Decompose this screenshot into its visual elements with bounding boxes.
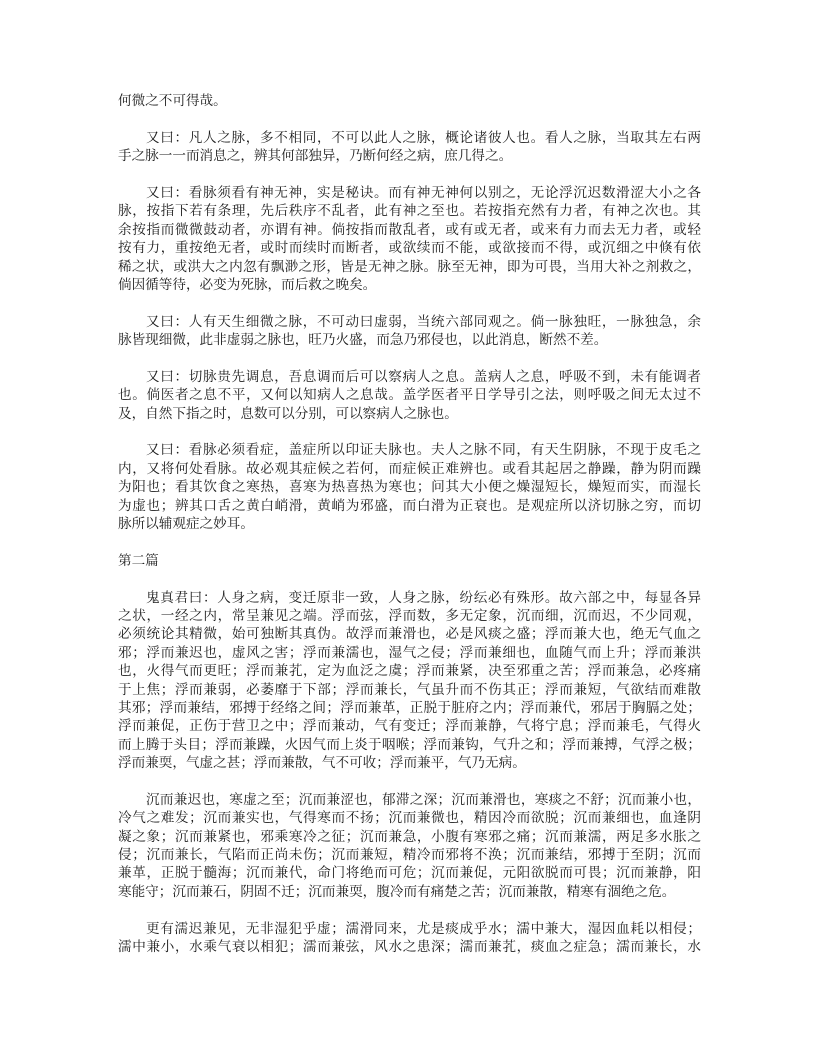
paragraph	[118, 368, 701, 423]
text-line: 冷气之难发；沉而兼实也，气得寒而不扬；沉而兼微也，精因冷而欲脱；沉而兼细也，血逢阴	[118, 810, 701, 827]
text-line: 又曰：看脉必须看症，盖症所以印证夫脉也。夫人之脉不同，有天生阴脉，不现于皮毛之	[146, 442, 701, 459]
text-line: 侵；沉而兼长，气陷而正尚未伤；沉而兼短，精冷而邪将不涣；沉而兼结，邪搏于至阴；沉而	[118, 847, 701, 864]
text-line: 更有濡迟兼见，无非湿犯乎虚；濡滑同来，尤是痰成乎水；濡中兼大，湿因血耗以相侵；	[146, 920, 701, 937]
section-one	[118, 92, 701, 533]
text-line: 又曰：看脉须看有神无神，实是秘诀。而有神无神何以别之，无论浮沉迟数滑涩大小之各	[146, 184, 701, 201]
text-line: 鬼真君曰：人身之病，变迁原非一致，人身之脉，纷纭必有殊形。故六部之中，每显各异	[146, 589, 701, 606]
text-line: 浮而兼耎，气虚之甚；浮而兼散，气不可收；浮而兼平，气乃无病。	[118, 755, 526, 772]
text-line: 其邪；浮而兼结，邪搏于经络之间；浮而兼革，正脱于脏府之内；浮而兼代，邪居于胸膈之处；	[118, 699, 701, 716]
text-line: 余按指而微微鼓动者，亦谓有神。倘按指而散乱者，或有或无者，或来有力而去无力者，或轻	[118, 221, 701, 238]
paragraph	[118, 129, 701, 166]
text-line: 脉，按指下若有条理，先后秩序不乱者，此有神之至也。若按指充然有力者，有神之次也。其	[118, 203, 701, 220]
text-line: 又曰：凡人之脉，多不相同，不可以此人之脉，概论诸彼人也。看人之脉，当取其左右两	[146, 129, 701, 146]
text-line: 沉而兼迟也，寒虚之至；沉而兼涩也，郁滞之深；沉而兼滑也，寒痰之不舒；沉而兼小也，	[146, 791, 701, 808]
text-line: 内，又将何处看脉。故必观其症候之若何，而症候正难辨也。或看其起居之静躁，静为阴而躁	[118, 460, 701, 477]
paragraph	[118, 920, 701, 957]
section-two	[118, 589, 701, 957]
text-line: 寒能守；沉而兼石，阴固不迁；沉而兼耎，腹冷而有痛楚之苦；沉而兼散，精寒有涸绝之危。	[118, 883, 676, 900]
text-line: 为阳也；看其饮食之寒热，喜寒为热喜热为寒也；问其大小便之燥湿短长，燥短而实，而湿长	[118, 479, 701, 496]
paragraph	[118, 184, 701, 294]
paragraph	[118, 791, 701, 901]
paragraph	[118, 441, 701, 533]
text-line: 按有力，重按绝无者，或时而续时而断者，或欲续而不能，或欲接而不得，或沉细之中倏有依	[118, 240, 701, 257]
text-line: 邪；浮而兼迟也，虚风之害；浮而兼濡也，湿气之侵；浮而兼细也，血随气而上升；浮而兼洪	[118, 644, 701, 661]
paragraph	[118, 589, 701, 773]
text-line: 凝之象；沉而兼紧也，邪乘寒冷之征；沉而兼急，小腹有寒邪之痛；沉而兼濡，两足多水胀之	[118, 828, 701, 845]
section-heading: 第二篇	[118, 552, 159, 569]
paragraph	[118, 92, 701, 110]
text-line: 于上焦；浮而兼弱，必萎靡于下部；浮而兼长，气虽升而不伤其正；浮而兼短，气欲结而难散	[118, 681, 701, 698]
text-line: 也。倘医者之息不平，又何以知病人之息哉。盖学医者平日学导引之法，则呼吸之间无太过不	[118, 387, 701, 404]
text-line: 濡中兼小，水乘气衰以相犯；濡而兼弦，风水之患深；濡而兼芤，痰血之症急；濡而兼长，水	[118, 938, 701, 955]
text-line: 何微之不可得哉。	[118, 93, 227, 109]
paragraph	[118, 313, 701, 350]
text-line: 必须统论其精微，始可独断其真伪。故浮而兼滑也，必是风痰之盛；浮而兼大也，绝无气血之	[118, 626, 701, 643]
text-line: 倘因循等待，必变为死脉，而后救之晚矣。	[118, 276, 377, 293]
text-line: 而上腾于头目；浮而兼躁，火因气而上炎于咽喉；浮而兼钩，气升之和；浮而兼搏，气浮之极；	[118, 736, 701, 753]
text-line: 脉皆现细微，此非虚弱之脉也，旺乃火盛，而急乃邪侵也，以此消息，断然不差。	[118, 332, 608, 349]
document-page	[118, 92, 701, 975]
text-line: 及，自然下指之时，息数可以分别，可以察病人之脉也。	[118, 405, 458, 422]
text-line: 又曰：人有天生细微之脉，不可动曰虚弱，当统六部同观之。倘一脉独旺，一脉独急，余	[146, 313, 701, 330]
text-line: 为虚也；辨其口舌之黄白峭滑，黄峭为邪盛，而白滑为正衰也。是观症所以济切脉之穷，而切	[118, 497, 701, 514]
text-line: 脉所以辅观症之妙耳。	[118, 515, 254, 532]
text-line: 手之脉一一而消息之，辨其何部独异，乃断何经之病，庶几得之。	[118, 148, 513, 165]
text-line: 也，火得气而更旺；浮而兼芤，定为血泛之虞；浮而兼紧，决至邪重之苦；浮而兼急，必疼痛	[118, 663, 701, 680]
text-line: 又曰：切脉贵先调息，吾息调而后可以察病人之息。盖病人之息，呼吸不到，未有能调者	[146, 368, 701, 385]
text-line: 之状，一经之内，常呈兼见之端。浮而弦，浮而数，多无定象，沉而细，沉而迟，不少同观，	[118, 607, 701, 624]
text-line: 稀之状，或洪大之内忽有飘渺之形，皆是无神之脉。脉至无神，即为可畏，当用大补之剂救之，	[118, 258, 701, 275]
text-line: 浮而兼促，正伤于营卫之中；浮而兼动，气有变迁；浮而兼静，气将宁息；浮而兼毛，气得火	[118, 718, 701, 735]
text-line: 兼革，正脱于髓海；沉而兼代，命门将绝而可危；沉而兼促，元阳欲脱而可畏；沉而兼静，阳	[118, 865, 701, 882]
